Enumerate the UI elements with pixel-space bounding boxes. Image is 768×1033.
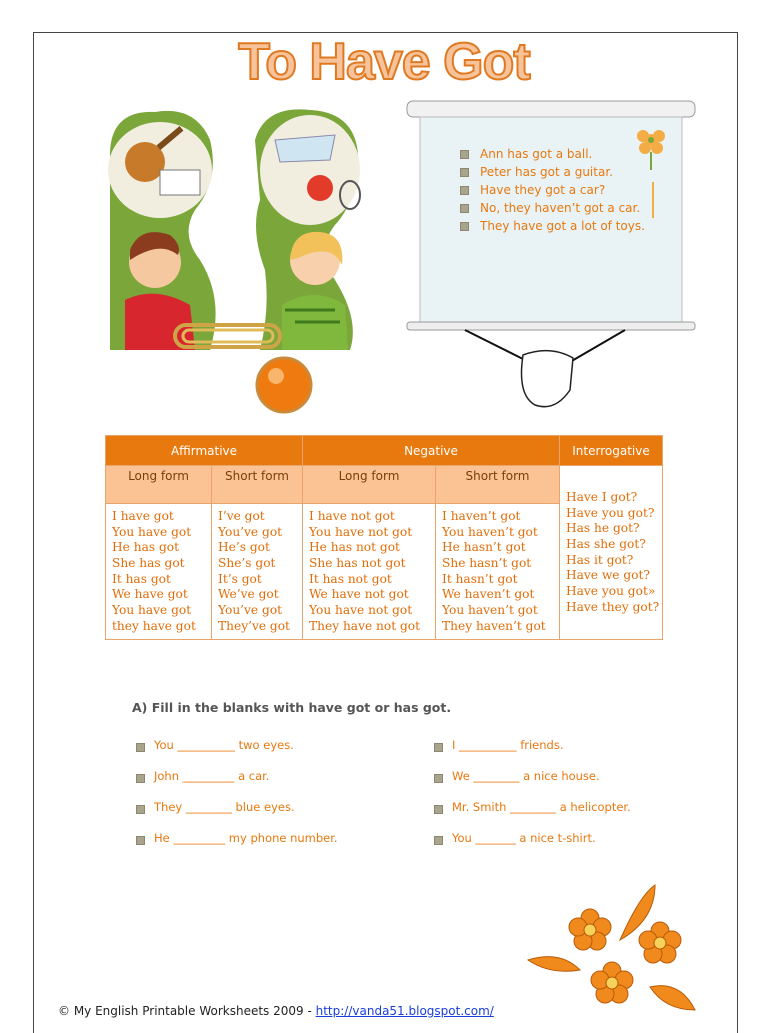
form-text: I haven’t got (442, 509, 521, 523)
sentence-item: No, they haven’t got a car. (458, 199, 645, 217)
form-text: She hasn’t got (442, 556, 532, 571)
form-text: Has she got? (566, 537, 646, 552)
form-text: We haven’t got (442, 587, 535, 602)
neg-short-column (436, 504, 560, 640)
form-text: You have got (112, 524, 192, 539)
exercise-item: You __________ two eyes. (134, 738, 338, 769)
form-text: He hasn’t got (442, 540, 526, 555)
form-text: He has not got (309, 540, 400, 555)
form-text: He’s got (218, 540, 270, 555)
subheader-neg-long: Long form (303, 466, 436, 504)
form-text: We’ve got (218, 587, 279, 602)
kids-illustration (100, 100, 390, 415)
form-text: I have not got (309, 509, 395, 523)
sentence-item: They have got a lot of toys. (458, 217, 645, 235)
copyright-footer (58, 1004, 494, 1018)
form-text: She has got (112, 556, 185, 571)
copyright-text: © My English Printable Worksheets 2009 - (58, 1004, 316, 1018)
form-text: They haven’t got (442, 618, 546, 633)
form-text: Have you got? (566, 505, 655, 520)
exercise-item: I __________ friends. (432, 738, 631, 769)
form-text: They have not got (309, 618, 421, 633)
worksheet-title: To Have Got (238, 33, 530, 91)
aff-long-column (106, 504, 212, 640)
header-affirmative: Affirmative (106, 436, 303, 466)
exercise-heading: A) Fill in the blanks with have got or has got. (132, 700, 452, 715)
exercise-item: John _________ a car. (134, 769, 338, 800)
form-text: Have I got? (566, 490, 638, 504)
form-text: He has got (112, 540, 179, 555)
form-text: You have got (112, 603, 192, 618)
flower-decoration (520, 875, 725, 1020)
sentence-item: Have they got a car? (458, 181, 645, 199)
form-text: Have you got» (566, 584, 656, 599)
exercise-item: They ________ blue eyes. (134, 800, 338, 831)
form-text: You have not got (309, 603, 413, 618)
form-text: You’ve got (218, 603, 283, 618)
exercise-right-list (432, 738, 631, 862)
exercise-left-list (134, 738, 338, 862)
form-text: You have not got (309, 524, 413, 539)
exercise-item: We ________ a nice house. (432, 769, 631, 800)
form-text: You haven’t got (442, 603, 538, 618)
header-negative: Negative (303, 436, 560, 466)
blog-link[interactable]: http://vanda51.blogspot.com/ (315, 1004, 494, 1018)
subheader-aff-short: Short form (212, 466, 303, 504)
form-text: Have they got? (566, 599, 660, 614)
sentence-item: Ann has got a ball. (458, 145, 645, 163)
form-text: She’s got (218, 556, 276, 571)
example-sentences (458, 145, 645, 235)
sentence-item: Peter has got a guitar. (458, 163, 645, 181)
form-text: They’ve got (218, 618, 290, 633)
aff-short-column (212, 504, 303, 640)
form-text: You haven’t got (442, 524, 538, 539)
form-text: I have got (112, 509, 174, 523)
header-interrogative: Interrogative (560, 436, 663, 466)
form-text: She has not got (309, 556, 406, 571)
form-text: It has not got (309, 571, 392, 586)
form-text: It’s got (218, 571, 262, 586)
subheader-neg-short: Short form (436, 466, 560, 504)
form-text: It hasn’t got (442, 571, 518, 586)
subheader-aff-long: Long form (106, 466, 212, 504)
form-text: I’ve got (218, 509, 265, 523)
form-text: they have got (112, 618, 196, 633)
interrogative-column (560, 466, 663, 640)
exercise-item: You _______ a nice t-shirt. (432, 831, 631, 862)
form-text: We have not got (309, 587, 409, 602)
form-text: You’ve got (218, 524, 283, 539)
form-text: It has got (112, 571, 171, 586)
form-text: Has it got? (566, 552, 634, 567)
exercise-item: Mr. Smith ________ a helicopter. (432, 800, 631, 831)
exercise-item: He _________ my phone number. (134, 831, 338, 862)
form-text: Have we got? (566, 568, 650, 583)
conjugation-table (105, 435, 663, 640)
neg-long-column (303, 504, 436, 640)
form-text: Has he got? (566, 521, 640, 536)
form-text: We have got (112, 587, 188, 602)
